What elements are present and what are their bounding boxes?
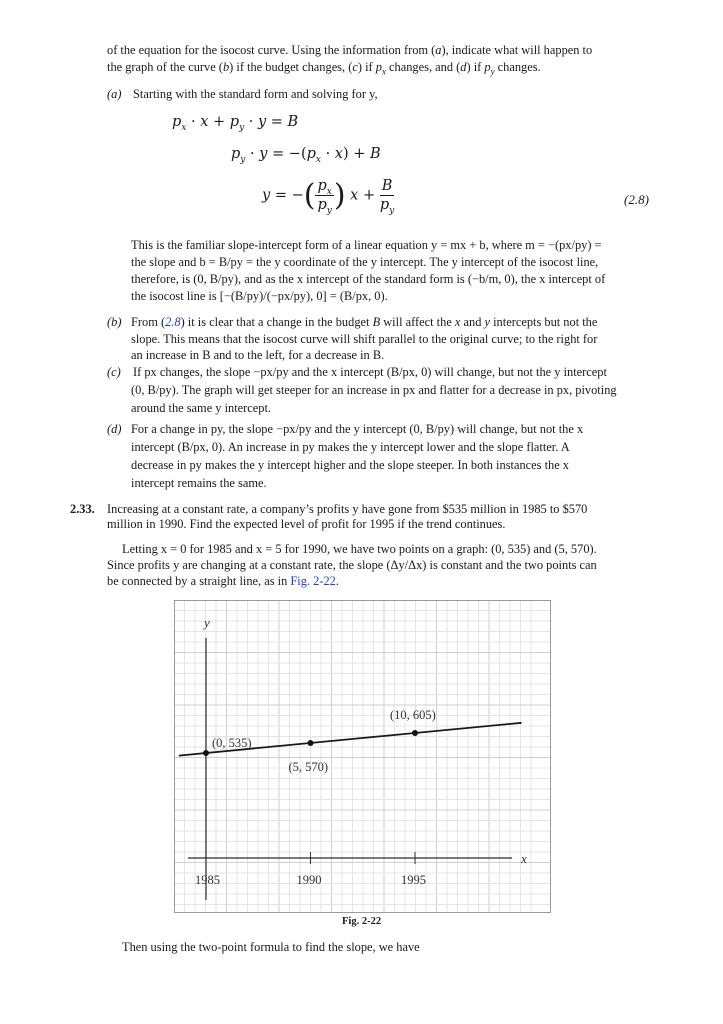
part-b-line: From (2.8) it is clear that a change in the budget B will affect the x and y intercepts but not the [131,315,598,329]
part-b-line: slope. This means that the isocost curve will shift parallel to the original curve; to the right for [131,332,598,346]
part-b-label: (b) [107,315,122,329]
problem-line: million in 1990. Find the expected level of profit for 1995 if the trend continues. [107,517,506,531]
figure-link[interactable]: Fig. 2-22 [290,574,336,588]
intro-line-2: the graph of the curve (b) if the budget changes, (c) if $p_x$ changes, and (d) if $p_y$ changes. [107,60,541,77]
y-axis-label: y [204,615,210,630]
part-c-line: (0, B/py). The graph will get steeper for an increase in px and flatter for a decrease in px, pivoting [131,383,617,397]
part-d-line: For a change in py, the slope −px/py and the y intercept (0, B/py) will change, but not the x [131,422,584,436]
part-a-explain-line: This is the familiar slope-intercept form of a linear equation y = mx + b, where m = −(px/py) = [131,238,602,252]
part-a-explain-line: the slope and b = B/py = the y coordinate of the y intercept. The y intercept of the isocost line, [131,255,599,269]
part-d-line: decrease in py makes the y intercept higher and the slope steeper. In both instances the x [131,458,569,472]
solution-line: Letting x = 0 for 1985 and x = 5 for 1990, we have two points on a graph: (0, 535) and (5, 570). [122,542,597,556]
data-point [308,740,314,746]
part-b-line: an increase in B and to the left, for a decrease in B. [131,348,385,362]
x-tick-label: 1995 [401,873,426,887]
data-label: (5, 570) [288,760,329,774]
x-axis-label: x [521,851,527,866]
part-c-line: around the same y intercept. [131,401,272,415]
figure-caption: Fig. 2-22 [342,916,382,927]
figure-2-22 [174,600,551,913]
problem-number: 2.33. [70,502,95,516]
part-d-line: intercept remains the same. [131,476,267,490]
chart-grid [175,601,550,912]
part-c-label: (c) [107,365,121,379]
equation-2: $p_y \cdot y = -(p_x \cdot x) + B$ [231,146,381,165]
equation-1: $p_x \cdot x + p_y \cdot y = B$ [172,114,299,133]
solution-line: Since profits y are changing at a constant rate, the slope (Δy/Δx) is constant and the two points can [107,558,597,572]
closing-text: Then using the two-point formula to find the slope, we have [122,940,420,954]
equation-3: y = −( $\frac{p_x}{p_y}$ ) x + $\frac{B}{p_y}$ [262,178,395,216]
part-a-explain-line: the isocost line is [−(B/py)/(−px/py), 0] = (B/px, 0). [131,289,388,303]
problem-line: Increasing at a constant rate, a company’s profits y have gone from $535 million in 1985 to $570 [107,502,588,516]
data-label: (10, 605) [390,708,436,722]
x-tick-label: 1985 [195,873,220,887]
data-label: (0, 535) [212,736,252,750]
eq-link[interactable]: 2.8 [165,315,181,329]
data-point [203,750,209,756]
part-a-label: (a) [107,87,122,101]
part-a-explain-line: therefore, is (0, B/py), and as the x intercept of the standard form is (−b/m, 0), the x intercept of [131,272,606,286]
part-a-text: Starting with the standard form and solving for y, [133,87,378,101]
part-d-label: (d) [107,422,122,436]
data-point [412,730,418,736]
part-d-line: intercept (B/px, 0). An increase in py makes the y intercept lower and the slope flatter. A [131,440,570,454]
intro-line-1: of the equation for the isocost curve. Using the information from (a), indicate what will happen to [107,43,593,57]
equation-number: (2.8) [624,192,649,207]
solution-line: be connected by a straight line, as in Fig. 2-22. [107,574,339,588]
part-c-line: If px changes, the slope −px/py and the x intercept (B/px, 0) will change, but not the y intercept [133,365,607,379]
x-tick-label: 1990 [296,873,322,887]
